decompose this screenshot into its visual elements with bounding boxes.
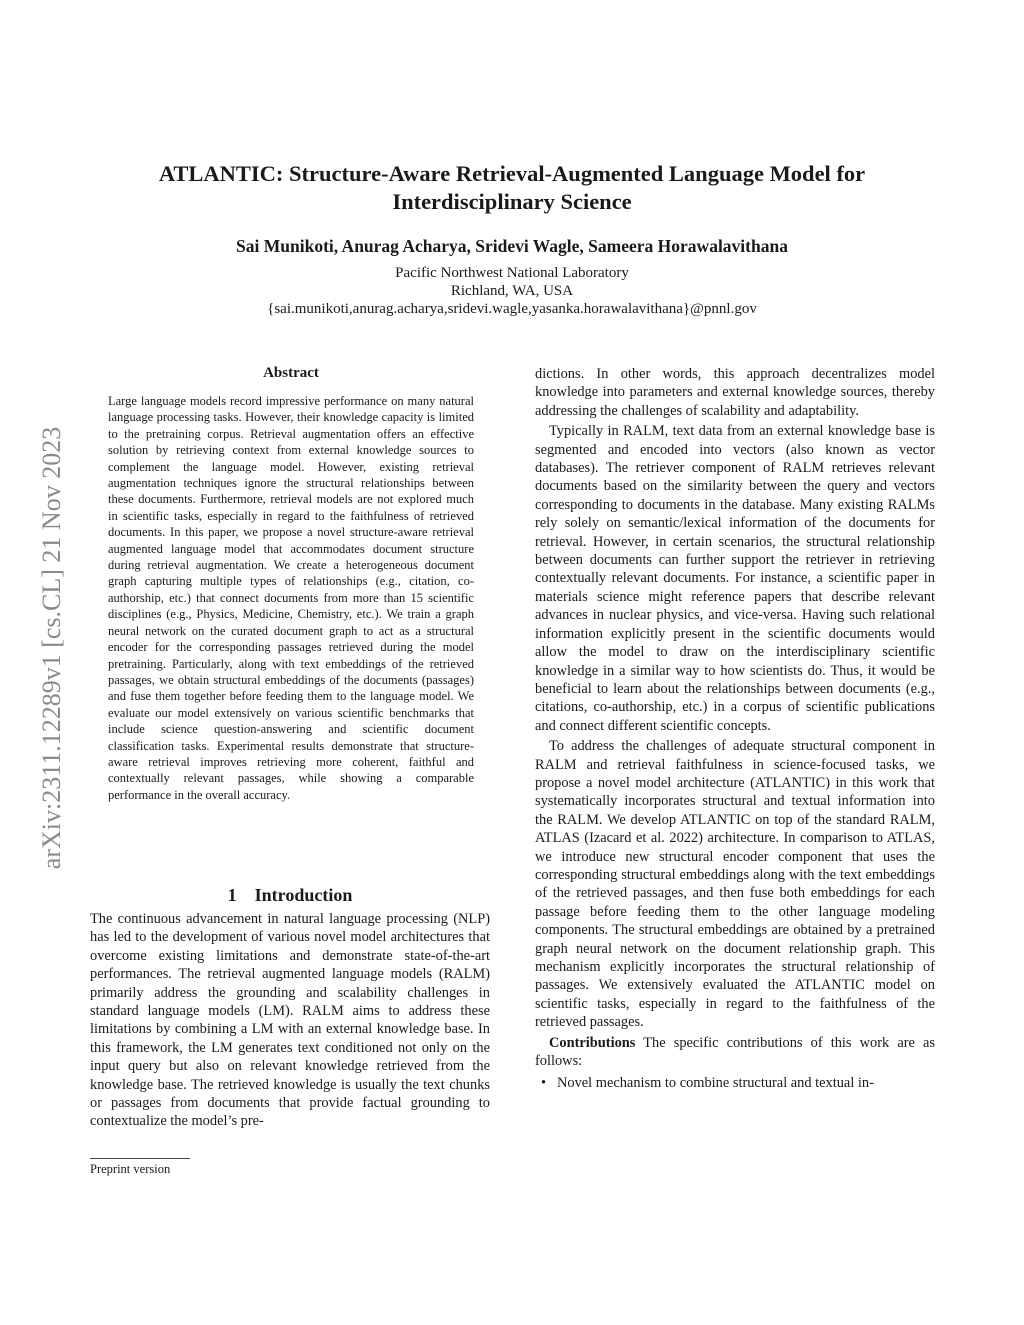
bullet-text: Novel mechanism to combine structural and textual in-: [557, 1075, 874, 1092]
affiliation: Pacific Northwest National Laboratory: [395, 265, 629, 281]
paper-title: [60, 160, 964, 216]
paragraph-ralm: Typically in RALM, text data from an external knowledge base is segmented and encoded into vectors (also known as vector databases). The retriever component of RALM retrieves relevant documents based on the similarity between the query and vectors corresponding to documents in the database. Many existing RALMs rely solely on semantic/lexical information of the documents for retrieval. However, in certain scenarios, the structural relationship between documents can further support the retriever in retrieving contextually relevant documents. For instance, a scientific paper in materials science might reference papers that describe relevant advances in nuclear physics, and vice-versa. Having such relational information explicitly present in the scientific documents would allow the model to draw on the interdisciplinary scientific knowledge in a similar way to how scientists do. Thus, it would be beneficial to learn about the relationships between documents (e.g., citations, co-authorship, etc.) in a corpus of scientific publications and connect different scientific concepts.: [535, 423, 935, 734]
abstract-heading: Abstract: [263, 365, 319, 381]
footnote-rule: [90, 1158, 190, 1159]
contributions-text: The specific contributions of this work are as follows:: [535, 1034, 935, 1070]
section-title: Introduction: [254, 885, 353, 905]
section-number: 1: [227, 885, 237, 905]
list-item: [535, 1074, 935, 1092]
section-heading-introduction: [90, 884, 490, 906]
paragraph-proposal: To address the challenges of adequate structural component in RALM and retrieval faithfulness in science-focused tasks, we propose a novel model architecture (ATLANTIC) in this work that systematically incorporates structural and textual information into the RALM. We develop ATLANTIC on top of the standard RALM, ATLAS (Izacard et al. 2022) architecture. In comparison to ATLAS, we introduce new structural encoder component that uses the corresponding structural embeddings along with the text embeddings of the retrieved passages, and then fuse both embeddings for each passage before feeding them to the other language modeling components. The structural embeddings are obtained by a pretrained graph neural network on the document relationship graph. This mechanism explicitly incorporates the structural relationship of passages. We extensively evaluated the ATLANTIC model on scientific tasks, especially in regard to the faithfulness of the retrieved passages.: [535, 738, 935, 1031]
bullet-icon: •: [541, 1075, 547, 1092]
location: Richland, WA, USA: [450, 283, 574, 299]
title-line-1: ATLANTIC: Structure-Aware Retrieval-Augmented Language Model for: [158, 161, 866, 186]
title-line-2: Interdisciplinary Science: [392, 189, 632, 214]
abstract-text: Large language models record impressive performance on many natural language processing tasks. However, their knowledge capacity is limited to the pretraining corpus. Retrieval augmentation offers an effective solution by retrieving context from external knowledge sources to complement the language model. However, existing retrieval augmentation techniques ignore the structural relationships between these documents. Furthermore, retrieval models are not explored much in scientific tasks, especially in regard to the faithfulness of retrieved documents. In this paper, we propose a novel structure-aware retrieval augmented language model that accommodates document structure during retrieval augmentation. We create a heterogeneous document graph capturing multiple types of relationships (e.g., citation, co-authorship, etc.) that connect documents from more than 15 scientific disciplines (e.g., Physics, Medicine, Chemistry, etc.). We train a graph neural network on the curated document graph to act as a structural encoder for the corresponding passages retrieved during the model pretraining. Particularly, along with text embeddings of the retrieved passages, we obtain structural embeddings of the documents (passages) and fuse them together before feeding them to the language model. We evaluate our model extensively on various scientific benchmarks that include science question-answering and scientific document classification tasks. Experimental results demonstrate that structure-aware retrieval improves retrieving more coherent, faithful and contextually relevant passages, while showing a comparable performance in the overall accuracy.: [108, 394, 474, 802]
right-column: [535, 365, 935, 1093]
arxiv-identifier: arXiv:2311.12289v1 [cs.CL] 21 Nov 2023: [37, 426, 66, 870]
emails: {sai.munikoti,anurag.acharya,sridevi.wagle,yasanka.horawalavithana}@pnnl.gov: [267, 301, 757, 317]
contributions-label: Contributions: [549, 1034, 636, 1051]
contributions-list: [535, 1074, 935, 1092]
paragraph-continued: dictions. In other words, this approach decentralizes model knowledge into parameters and external knowledge sources, thereby addressing the challenges of scalability and adaptability.: [535, 366, 935, 419]
authors: Sai Munikoti, Anurag Acharya, Sridevi Wagle, Sameera Horawalavithana: [236, 236, 788, 256]
introduction-paragraph: The continuous advancement in natural language processing (NLP) has led to the development of various novel model architectures that overcome existing limitations and demonstrate state-of-the-art performances. The retrieval augmented language models (RALM) primarily address the grounding and scalability challenges in standard language models (LM). RALM aims to address these limitations by combining a LM with an external knowledge base. In this framework, the LM generates text conditioned not only on the input query but also on relevant knowledge retrieved from the knowledge base. The retrieved knowledge is usually the text chunks or passages from documents that provide factual grounding to contextualize the model’s pre-: [90, 911, 490, 1130]
paragraph-contributions: [535, 1034, 935, 1071]
affiliation-block: [60, 264, 964, 318]
footnote: Preprint version: [90, 1162, 171, 1176]
